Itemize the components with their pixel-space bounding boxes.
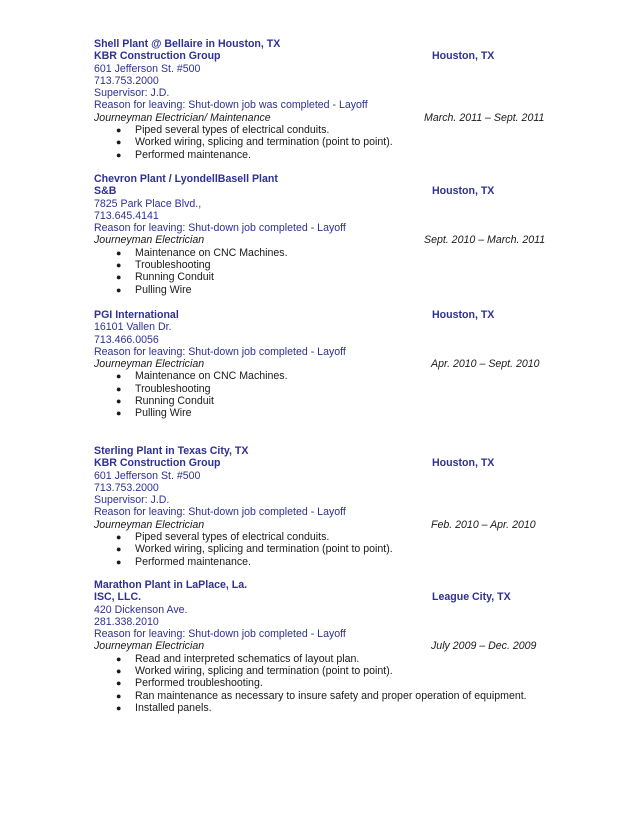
duty-item: ● Pulling Wire (116, 283, 192, 296)
reason-for-leaving: Reason for leaving: Shut-down job completed - Layoff (94, 222, 346, 235)
bullet-icon: ● (116, 702, 122, 713)
job-dates: March. 2011 – Sept. 2011 (424, 111, 545, 124)
duty-item: ● Troubleshooting (116, 259, 211, 272)
bullet-icon: ● (116, 383, 122, 394)
job-entry-shell (94, 38, 554, 161)
duty-item: ● Performed troubleshooting. (116, 677, 263, 690)
job-entry-pgi (94, 309, 554, 420)
duty-item: ● Running Conduit (116, 395, 214, 408)
company-address: 601 Jefferson St. #500 (94, 62, 201, 75)
company-address: 601 Jefferson St. #500 (94, 469, 201, 482)
company-phone: 713.753.2000 (94, 481, 159, 494)
company-city: League City, TX (432, 591, 511, 604)
duty-item: ● Worked wiring, splicing and termination (point to point). (116, 665, 393, 678)
duties-list (94, 124, 554, 161)
duty-item: ● Read and interpreted schematics of layout plan. (116, 652, 360, 665)
duty-item: ● Pulling Wire (116, 407, 192, 420)
company-city: Houston, TX (432, 457, 495, 470)
title-line (94, 640, 554, 652)
title-line (94, 358, 554, 370)
company-city: Houston, TX (432, 309, 495, 321)
bullet-icon: ● (116, 149, 122, 160)
duty-item: ● Installed panels. (116, 701, 212, 714)
bullet-icon: ● (116, 137, 122, 148)
job-dates: Apr. 2010 – Sept. 2010 (431, 358, 540, 371)
bullet-icon: ● (116, 653, 122, 664)
company-phone: 713.466.0056 (94, 333, 159, 346)
duty-item: ● Performed maintenance. (116, 555, 252, 568)
bullet-icon: ● (116, 125, 122, 136)
company-address: 7825 Park Place Blvd., (94, 197, 202, 210)
bullet-icon: ● (116, 371, 122, 382)
company-name: ISC, LLC. (94, 591, 142, 604)
job-entry-marathon (94, 579, 554, 714)
duties-list (94, 247, 554, 296)
bullet-icon: ● (116, 556, 122, 567)
company-address: 420 Dickenson Ave. (94, 603, 188, 616)
company-address: 16101 Vallen Dr. (94, 321, 172, 334)
company-name: KBR Construction Group (94, 50, 221, 63)
job-entry-sterling (94, 445, 554, 568)
duty-item: ● Maintenance on CNC Machines. (116, 246, 288, 259)
job-heading: Chevron Plant / LyondellBasell Plant (94, 173, 278, 185)
bullet-icon: ● (116, 678, 122, 689)
bullet-icon: ● (116, 666, 122, 677)
title-line (94, 112, 554, 124)
duties-list (94, 370, 554, 419)
duty-item: ● Worked wiring, splicing and termination (point to point). (116, 136, 393, 149)
bullet-icon: ● (116, 272, 122, 283)
company-line (94, 309, 554, 321)
company-city: Houston, TX (432, 50, 495, 63)
reason-for-leaving: Reason for leaving: Shut-down job completed - Layoff (94, 506, 346, 519)
bullet-icon: ● (116, 690, 122, 701)
job-title: Journeyman Electrician (94, 358, 205, 371)
reason-for-leaving: Reason for leaving: Shut-down job completed - Layoff (94, 628, 346, 641)
title-line (94, 519, 554, 531)
job-entry-chevron (94, 173, 554, 296)
job-heading: Marathon Plant in LaPlace, La. (94, 579, 248, 591)
duty-item: ● Running Conduit (116, 271, 214, 284)
duty-item: ● Piped several types of electrical conduits. (116, 124, 330, 137)
duty-item: ● Performed maintenance. (116, 148, 252, 161)
duty-item: ● Troubleshooting (116, 382, 211, 395)
bullet-icon: ● (116, 544, 122, 555)
company-phone: 281.338.2010 (94, 615, 159, 628)
company-name: S&B (94, 185, 117, 198)
duties-list (94, 653, 554, 714)
duty-item: ● Maintenance on CNC Machines. (116, 370, 288, 383)
duties-list (94, 531, 554, 568)
job-title: Journeyman Electrician (94, 640, 205, 653)
bullet-icon: ● (116, 408, 122, 419)
bullet-icon: ● (116, 532, 122, 543)
duty-item: ● Worked wiring, splicing and termination (point to point). (116, 543, 393, 556)
company-line (94, 50, 554, 62)
company-name: KBR Construction Group (94, 457, 221, 470)
company-line (94, 185, 554, 197)
supervisor: Supervisor: J.D. (94, 494, 170, 507)
reason-for-leaving: Reason for leaving: Shut-down job completed - Layoff (94, 345, 346, 358)
job-title: Journeyman Electrician/ Maintenance (94, 111, 271, 124)
company-phone: 713.753.2000 (94, 74, 159, 87)
title-line (94, 234, 554, 246)
job-dates: July 2009 – Dec. 2009 (431, 640, 537, 653)
bullet-icon: ● (116, 260, 122, 271)
bullet-icon: ● (116, 284, 122, 295)
bullet-icon: ● (116, 247, 122, 258)
job-dates: Sept. 2010 – March. 2011 (424, 234, 546, 247)
company-city: Houston, TX (432, 185, 495, 198)
bullet-icon: ● (116, 396, 122, 407)
company-name: PGI International (94, 309, 179, 321)
job-dates: Feb. 2010 – Apr. 2010 (431, 518, 536, 531)
reason-for-leaving: Reason for leaving: Shut-down job was completed - Layoff (94, 99, 368, 112)
supervisor: Supervisor: J.D. (94, 87, 170, 100)
company-line (94, 457, 554, 469)
job-heading: Sterling Plant in Texas City, TX (94, 445, 249, 457)
company-phone: 713.645.4141 (94, 209, 159, 222)
job-title: Journeyman Electrician (94, 234, 205, 247)
duty-item: ● Piped several types of electrical conduits. (116, 531, 330, 544)
duty-item: ● Ran maintenance as necessary to insure safety and proper operation of equipment. (116, 689, 527, 702)
job-heading: Shell Plant @ Bellaire in Houston, TX (94, 38, 281, 50)
job-title: Journeyman Electrician (94, 518, 205, 531)
company-line (94, 591, 554, 603)
